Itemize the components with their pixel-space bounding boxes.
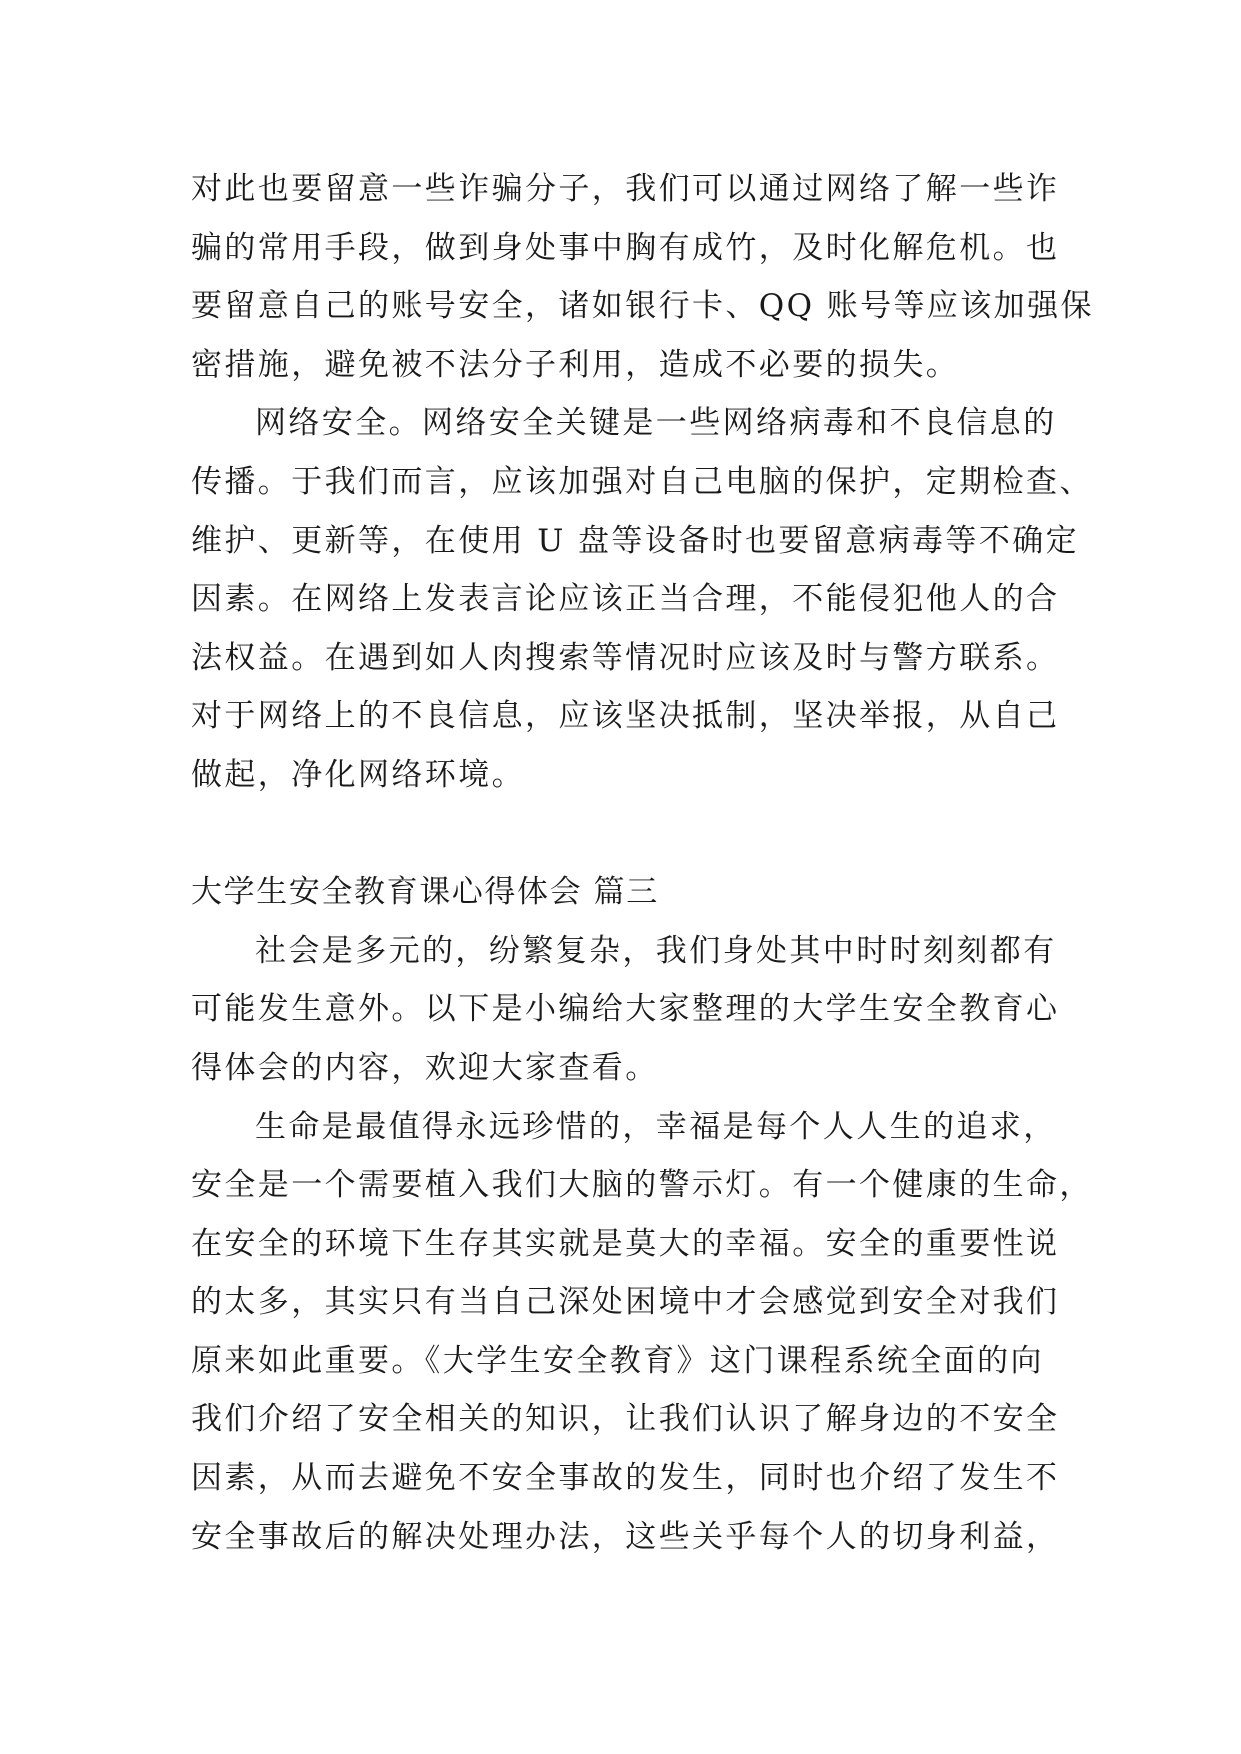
text-line: 骗的常用手段，做到身处事中胸有成竹，及时化解危机。也 — [191, 229, 1060, 266]
blank-line — [191, 805, 1061, 864]
text-line: 传播。于我们而言，应该加强对自己电脑的保护，定期检查、 — [191, 463, 1093, 500]
text-line: 安全事故后的解决处理办法，这些关乎每个人的切身利益， — [191, 1518, 1060, 1555]
text-line: 的太多，其实只有当自己深处困境中才会感觉到安全对我们 — [191, 1284, 1060, 1321]
text-line: 法权益。在遇到如人肉搜索等情况时应该及时与警方联系。 — [191, 639, 1060, 676]
paragraph — [191, 394, 1093, 804]
text-line: 密措施，避免被不法分子利用，造成不必要的损失。 — [191, 346, 960, 383]
text-line: 网络安全。网络安全关键是一些网络病毒和不良信息的 — [255, 405, 1057, 442]
paragraph — [191, 160, 1094, 394]
text-line: 因素，从而去避免不安全事故的发生，同时也介绍了发生不 — [191, 1460, 1060, 1497]
text-line: 社会是多元的，纷繁复杂，我们身处其中时时刻刻都有 — [255, 932, 1057, 969]
text-line: 生命是最值得永远珍惜的，幸福是每个人人生的追求， — [255, 1108, 1057, 1145]
text-line: 安全是一个需要植入我们大脑的警示灯。有一个健康的生命， — [191, 1167, 1093, 1204]
document-body — [191, 160, 1094, 1566]
paragraph — [191, 1098, 1093, 1567]
text-line: 可能发生意外。以下是小编给大家整理的大学生安全教育心 — [191, 991, 1060, 1028]
text-line: 因素。在网络上发表言论应该正当合理，不能侵犯他人的合 — [191, 581, 1060, 618]
text-line: 原来如此重要。《大学生安全教育》这门课程系统全面的向 — [191, 1342, 1044, 1379]
text-line: 在安全的环境下生存其实就是莫大的幸福。安全的重要性说 — [191, 1225, 1060, 1262]
text-line: 做起，净化网络环境。 — [191, 756, 525, 793]
text-line: 维护、更新等，在使用 U 盘等设备时也要留意病毒等不确定 — [191, 522, 1080, 559]
text-line: 我们介绍了安全相关的知识，让我们认识了解身边的不安全 — [191, 1401, 1060, 1438]
section-heading: 大学生安全教育课心得体会 篇三 — [191, 874, 659, 911]
text-line: 得体会的内容，欢迎大家查看。 — [191, 1049, 659, 1086]
text-line: 对此也要留意一些诈骗分子，我们可以通过网络了解一些诈 — [191, 171, 1060, 207]
paragraph — [191, 922, 1061, 1098]
text-line: 对于网络上的不良信息，应该坚决抵制，坚决举报，从自己 — [191, 698, 1060, 735]
text-line: 要留意自己的账号安全，诸如银行卡、QQ 账号等应该加强保 — [191, 288, 1094, 325]
